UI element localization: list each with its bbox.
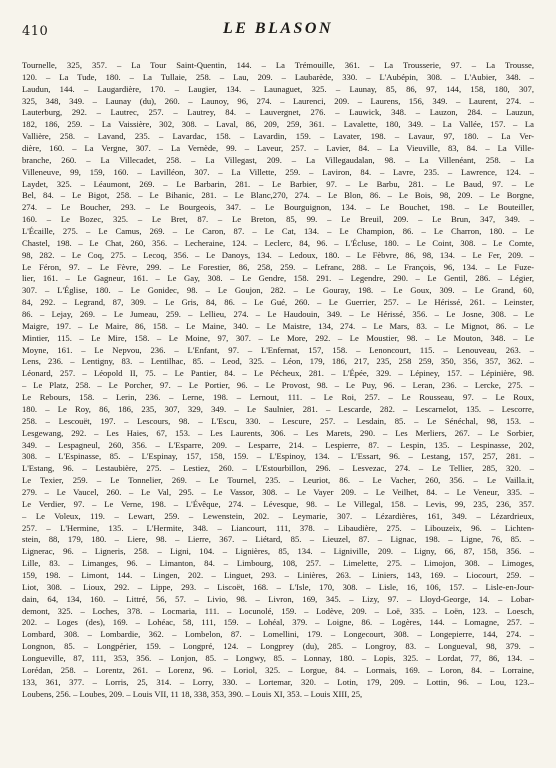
index-line: – Le Voleux, 119. – Lewart, 259. – Lewenstein, 202. – Leymarie, 307. – Lézardières, 161, 349. – Lézardrieux,	[22, 510, 534, 521]
index-line: Le Féron, 97. – Le Fèvre, 299. – Le Forestier, 86, 258, 259. – Lefranc, 288. – Le François, 96, 134. – Le Fuze-	[22, 261, 534, 272]
index-line: demont, 325. – Loches, 378. – Locmaria, 111. – Locunolé, 159. – Lodève, 209. – Loë, 335. – Loën, 123. – Loesch,	[22, 605, 534, 616]
index-line: Vallière, 258. – Lavand, 235. – Lavardac, 158. – Lavardin, 159. – Lavater, 198. – Lavaur, 97, 180. – La Ver-	[22, 131, 534, 142]
index-line: lier, 161. – Le Gagneur, 161. – Le Gay, 308. – Le Gendre, 158. 291. – Legendre, 290. – Le Gentil, 286. – Légier,	[22, 273, 534, 284]
index-line: 159, 198. – Limont, 144. – Lingen, 202. – Linguet, 293. – Linières, 263. – Liniers, 143, 169. – Liocourt, 259. –	[22, 569, 534, 580]
index-line: L'Écaille, 275. – Le Camus, 269. – Le Caron, 87. – Le Cat, 134. – Le Champion, 86. – Le Charron, 180. – Le	[22, 226, 534, 237]
page-header	[22, 20, 534, 44]
index-line: Lesgewang, 292. – Les Haies, 67, 153. – Les Laurents, 306. – Les Marets, 290. – Les Merliers, 267. – Le Sorbier,	[22, 427, 534, 438]
index-line: Moyne, 161. – Le Nepvou, 236. – L'Enfant, 97. – L'Enfernat, 157, 158. – Lenoncourt, 115. – Lenouveau, 263. –	[22, 344, 534, 355]
index-line: Longnon, 85. – Longpérier, 159. – Longpré, 124. – Longprey (du), 285. – Longroy, 83. – Longueval, 98, 379. –	[22, 641, 534, 652]
index-line: Villeneuve, 99, 159, 160. – Lavilléon, 307. – La Villette, 259. – Laviron, 84. – Lavre, 235. – Lawrence, 124. –	[22, 166, 534, 177]
index-line: 120. – La Tude, 180. – La Tullaie, 258. – Lau, 209. – Laubarède, 330. – L'Aubépin, 308. – L'Aubier, 348. –	[22, 71, 534, 82]
index-line: 279. – Le Vaucel, 260. – Le Val, 295. – Le Vassor, 308. – Le Vayer 209. – Le Veilhet, 84. – Le Veneur, 335. –	[22, 486, 534, 497]
index-line: 160. – Le Bozec, 325. – Le Bret, 87. – Le Breton, 85, 99. – Le Breuil, 209. – Le Brun, 347, 349. –	[22, 214, 534, 225]
index-line: 86. – Lejay, 269. – Le Jumeau, 259. – Lellieu, 274. – Le Haudouin, 349. – Le Hérissé, 356. – Le Josne, 308. – Le	[22, 309, 534, 320]
index-line: Le Texier, 259. – Le Tonnelier, 269. – Le Tournel, 235. – Leuriot, 86. – Le Vacher, 260, 356. – Le Vailla.it,	[22, 475, 534, 486]
index-line: stein, 88, 179, 180. – Liere, 98. – Lierre, 367. – Liétard, 85. – Lieuzel, 87. – Lignac, 198. – Ligne, 76, 85. –	[22, 534, 534, 545]
page-number: 410	[22, 24, 49, 39]
index-line: 308. – L'Espinasse, 85. – L'Espinay, 157, 158, 159. – L'Espinoy, 134. – L'Essart, 96. – Lestang, 157, 257, 281. –	[22, 451, 534, 462]
index-line: Liot, 308. – Lioux, 292. – Lippe, 293. – Liscoët, 168. – L'Isle, 170, 308. – Lisle, 16, 106, 157. – Lisle-en-Jour-	[22, 581, 534, 592]
index-line: Loubens, 256. – Loubes, 209. – Louis VII, 11 18, 338, 353, 390. – Louis XI, 353. – Louis XIII, 25,	[22, 688, 363, 699]
index-line: L'Estang, 96. – Lestaubière, 275. – Lestiez, 260. – L'Estourbillon, 296. – Lesvezac, 274. – Le Tellier, 285, 320. –	[22, 463, 534, 474]
index-line: Bel, 84. – Le Bigot, 258. – Le Bihanic, 281. – Le Blanc,270, 274. – Le Blon, 86. – Le Bois, 98, 209. – Le Borgne,	[22, 190, 534, 201]
index-line: dière, 160. – La Vergne, 307. – La Vernède, 99. – Laveur, 257. – Lavier, 84. – La Vieuville, 83, 84. – La Ville-	[22, 143, 534, 154]
index-line: 274. – Le Boucher, 293. – Le Bourgeois, 347. – Le Bourguignon, 134. – Le Bouchet, 198. – Le Bouteiller,	[22, 202, 534, 213]
index-line: 98, 282. – Le Coq, 275. – Lecoq, 356. – Le Danoys, 134. – Ledoux, 180. – Le Fèbvre, 86, 98, 134. – Le Fer, 209. –	[22, 249, 534, 260]
index-line: Laydet, 325. – Léaumont, 269. – Le Barbarin, 281. – Le Barbier, 97. – Le Barbu, 281. – Le Baud, 97. – Le	[22, 178, 534, 189]
index-line: Le Rebours, 158. – Lerin, 236. – Lerne, 198. – Lernout, 111. – Le Roi, 257. – Le Rousseau, 97. – Le Roux,	[22, 392, 534, 403]
index-line: dain, 64, 134, 160. – Littré, 56, 57. – Livio, 98. – Livron, 169, 345. – Lizy, 97. – Lloyd-George, 14. – Lobar-	[22, 593, 534, 604]
index-line: branche, 260. – La Villecadet, 258. – La Villegast, 209. – La Villegaudalan, 98. – La Villenéant, 258. – La	[22, 154, 534, 165]
index-line: 180. – Le Roy, 86, 186, 235, 307, 329, 349. – Le Saulnier, 281. – Lescarde, 282. – Lescarnelot, 135. – Lescorre,	[22, 403, 534, 414]
index-line: Lille, 83. – Limanges, 96. – Limanton, 84. – Limbourg, 108, 257. – Limelette, 275. – Limojon, 308. – Limoges,	[22, 558, 534, 569]
index-line: 133, 361, 377. – Lorris, 25, 314. – Lorry, 330. – Lortemar, 320. – Lotin, 179, 209. – Lottin, 96. – Lou, 123.–	[22, 676, 534, 687]
index-line: Lignerac, 96. – Ligneris, 258. – Ligni, 104. – Lignières, 85, 134. – Ligniville, 209. – Ligny, 66, 87, 158, 356. –	[22, 546, 534, 557]
index-line: 349. – Lespagneul, 260, 356. – L'Esparre, 209. – Lesparre, 214. – Lespierre, 87. – Lespin, 135. – Lespinasse, 202,	[22, 439, 534, 450]
index-line: 325, 348, 349. – Launay (du), 260. – Launoy, 96, 274. – Laurenci, 209. – Laurens, 156, 349. – Laurent, 274. –	[22, 95, 534, 106]
index-line: Mintier, 115. – Le Mire, 158. – Le Moine, 97, 307. – Le More, 292. – Le Moustier, 98. – Le Mouton, 348. – Le	[22, 332, 534, 343]
running-title: LE BLASON	[222, 20, 334, 37]
index-line: Laudun, 144. – Laugardière, 170. – Laugier, 134. – Launaguet, 325. – Launay, 85, 86, 97, 144, 158, 180, 307,	[22, 83, 534, 94]
index-line: – Le Platz, 258. – Le Porcher, 97. – Le Portier, 96. – Le Provost, 98. – Le Puy, 96. – Leran, 236. – Lercke, 275. –	[22, 380, 534, 391]
index-line: Lombard, 308. – Lombardie, 362. – Lombelon, 87. – Lomellini, 179. – Longecourt, 308. – Longepierre, 144, 274. –	[22, 629, 534, 640]
index-line: 307. – L'Église, 180. – Le Gonidec, 98. – Le Goujon, 282. – Le Gouray, 198. – Le Goux, 309. – Le Grand, 60,	[22, 285, 534, 296]
index-line: Tournelle, 325, 357. – La Tour Saint-Quentin, 144. – La Trémouille, 361. – La Trousserie, 97. – La Trousse,	[22, 60, 534, 70]
index-line: Chastel, 198. – Le Chat, 260, 356. – Lecheraine, 124. – Leclerc, 84, 96. – L'Écluse, 180. – Le Coint, 308. – Le Comte,	[22, 237, 534, 248]
index-line: 182, 186, 259. – La Vaissière, 302, 308. – Laval, 86, 209, 259, 361. – Lavalette, 180, 349. – La Vallée, 157. – La	[22, 119, 534, 130]
index-line: 84, 292. – Legrand, 87, 309. – Le Gris, 84, 86. – Le Gué, 260. – Le Guerrier, 257. – Le Hérissé, 261. – Leinster,	[22, 297, 534, 308]
index-line: Longueville, 87, 111, 353, 356. – Lonjon, 85. – Longwy, 85. – Lonnay, 180. – Lopis, 325. – Lordat, 77, 86, 134. –	[22, 652, 534, 663]
index-line: 258. – Lescouët, 197. – Lescours, 98. – L'Escu, 330. – Lescure, 257. – Lesdain, 85. – Le Sénéchal, 98, 153. –	[22, 415, 534, 426]
index-line: 202. – Loges (des), 169. – Lohéac, 58, 111, 159. – Lohéal, 379. – Loigne, 86. – Logères, 144. – Lomagne, 257. –	[22, 617, 534, 628]
index-text-block	[22, 60, 534, 760]
index-line: 257. – L'Hermine, 135. – L'Hermite, 348. – Liancourt, 111, 378. – Libaudière, 275. – Libouzeix, 96. – Lichten-	[22, 522, 534, 533]
index-line: Léonard, 257. – Léopold II, 75. – Le Pantier, 84. – Le Pécheux, 281. – L'Épée, 329. – Lépiney, 157. – Lépinière, 98.	[22, 368, 534, 379]
index-line: Lauterburg, 292. – Lautrec, 257. – Lautrey, 84. – Lauvergnet, 276. – Lauwick, 348. – Lauzon, 284. – Lauzun,	[22, 107, 534, 118]
index-line: Le Verdier, 97. – Le Verne, 198. – L'Évêque, 274. – Lévesque, 98. – Le Villegal, 158. – Levis, 99, 235, 236, 357.	[22, 498, 534, 509]
index-line: Lens, 236. – Lentigny, 83. – Lentilhac, 85. – Leod, 325. – Léon, 179, 186, 217, 235, 258 259, 350, 356, 357, 362. –	[22, 356, 534, 367]
index-line: Maigre, 197. – Le Maire, 86, 158. – Le Maine, 340. – Le Maistre, 134, 274. – Le Mars, 83. – Le Mignot, 86. – Le	[22, 320, 534, 331]
index-line: Lorédan, 258. – Lorentz, 261. – Lorenz, 96. – Loriol, 325. – Lorgue, 84. – Lormais, 169. – Loron, 84. – Lorraine,	[22, 664, 534, 675]
